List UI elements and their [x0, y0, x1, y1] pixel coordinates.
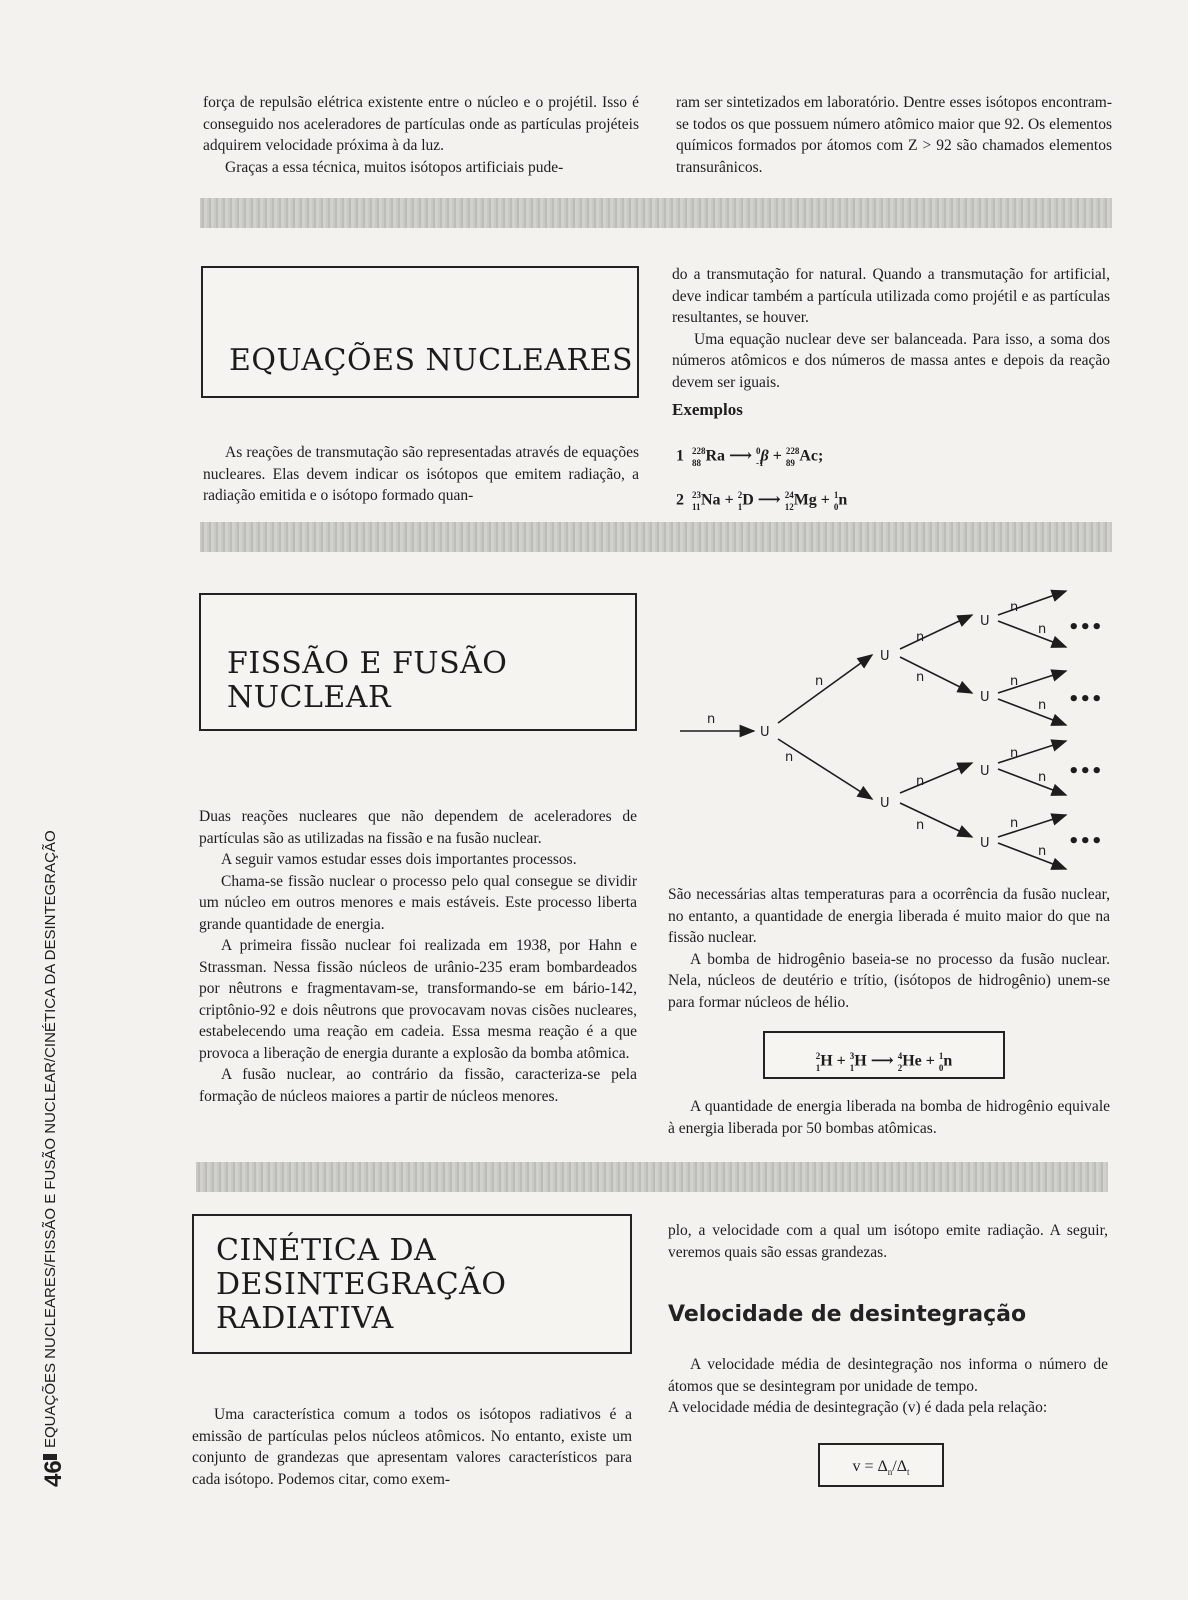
uranium-label: U [760, 725, 770, 740]
symbol: D [742, 491, 754, 509]
atomic-number: 12 [784, 502, 794, 512]
continuation-dots: ••• [1068, 689, 1103, 710]
atomic-number: 1 [849, 1063, 855, 1073]
mass-number: 1 [938, 1051, 944, 1061]
example-1: 1 $^{228}$ 88 Ra ⟶ $^0$ -1 β + $^{228}$ 89 Ac; [676, 436, 823, 471]
neutron-arrow [998, 815, 1066, 837]
page-number: 46 [40, 1460, 67, 1487]
isotope-ac [786, 436, 823, 471]
formula-subscript: n [887, 1467, 893, 1478]
neutron-arrow [900, 763, 972, 793]
paragraph: A bomba de hidrogênio baseia-se no processo da fusão nuclear. Nela, núcleos de deutério e trítio, (isótopos de hidrogênio) unem-se para formar núcleos de hélio. [668, 950, 1110, 1011]
neutron-label: n [1010, 674, 1019, 689]
continuation-dots: ••• [1068, 761, 1103, 782]
section-title-box [192, 1214, 632, 1354]
paragraph: força de repulsão elétrica existente entre o núcleo e o projétil. Isso é conseguido nos aceleradores de partículas onde as partículas projéteis adquirem velocidade próxima à da luz. [203, 94, 639, 154]
mass-number: 24 [784, 490, 794, 500]
velocity-formula [820, 1452, 942, 1487]
uranium-label: U [880, 796, 890, 811]
isotope-tritium [850, 1041, 867, 1076]
paragraph: do a transmutação for natural. Quando a transmutação for artificial, deve indicar também a partícula utilizada como projétil e as partículas resultantes, se houver. [672, 266, 1110, 326]
sidebar-text: EQUAÇÕES NUCLEARES/FISSÃO E FUSÃO NUCLEAR/CINÉTICA DA DESINTEGRAÇÃO [42, 830, 59, 1448]
atomic-number: 2 [897, 1063, 903, 1073]
mass-number: 0 [756, 446, 761, 456]
symbol: n [838, 491, 848, 509]
formula-subscript: t [907, 1467, 910, 1478]
mass-number: 1 [833, 490, 839, 500]
paragraph: Uma característica comum a todos os isótopos radiativos é a emissão de partículas pelos núcleos atômicos. No entanto, existe um conjunto de grandezas que apresentam valores característicos para cada isótopo. Podemos citar, como exem- [192, 1406, 632, 1488]
running-header [42, 760, 59, 1460]
paragraph: A fusão nuclear, ao contrário da fissão, caracteriza-se pela formação de núcleos maiores a partir de núcleos menores. [199, 1066, 637, 1105]
formula-box [818, 1443, 944, 1487]
section-divider [200, 198, 1112, 228]
neutron-label: n [1038, 844, 1047, 859]
neutron-arrow [998, 621, 1066, 647]
neutron [834, 480, 847, 515]
fissao-after [668, 1096, 1110, 1139]
mass-number: 23 [692, 490, 701, 500]
neutron-label: n [1038, 622, 1047, 637]
paragraph: A primeira fissão nuclear foi realizada em 1938, por Hahn e Strassman. Nessa fissão núcleos de urânio-235 eram bombardeados por nêutrons e fragmentavam-se, transformando-se em bário-142, criptônio-92 e dois nêutrons que provocavam novas cisões nucleares, estabelecendo uma reação em cadeia. Essa mesma reação é a que provoca a liberação de energia durante a explosão da bomba atômica. [199, 937, 637, 1062]
neutron-label: n [916, 774, 925, 789]
atomic-number: 88 [692, 458, 701, 468]
intro-left [203, 92, 639, 178]
section-title [227, 647, 507, 715]
isotope-na [692, 480, 721, 515]
paragraph: Uma equação nuclear deve ser balanceada. Para isso, a soma dos números atômicos e dos números de massa antes e depois da reação devem ser iguais. [672, 330, 1110, 391]
paragraph: ram ser sintetizados em laboratório. Dentre esses isótopos encontram-se todos os que possuem número atômico maior que 92. Os elementos químicos formados por átomos com Z > 92 são chamados elementos transurânicos. [676, 94, 1112, 176]
paragraph: A velocidade média de desintegração nos informa o número de átomos que se desintegram por unidade de tempo. [668, 1356, 1108, 1395]
section-title [216, 1234, 506, 1336]
neutron-label: n [707, 712, 716, 727]
chain-reaction-diagram [672, 585, 1112, 870]
mass-number: 2 [737, 490, 743, 500]
title-line: NUCLEAR [227, 680, 392, 715]
neutron-arrow [998, 741, 1066, 763]
formula-symbol: = [864, 1458, 874, 1475]
neutron-label: n [1038, 770, 1047, 785]
neutron-arrow [900, 615, 972, 649]
atomic-number: 1 [815, 1063, 821, 1073]
paragraph: Duas reações nucleares que não dependem de aceleradores de partículas são as utilizadas na fissão e na fusão nuclear. [199, 808, 637, 847]
arrow-icon: ⟶ [757, 491, 781, 509]
neutron-label: n [1010, 600, 1019, 615]
section-title-box [201, 266, 639, 398]
symbol: Mg [793, 491, 817, 509]
fissao-right [668, 884, 1110, 1013]
neutron-label: n [916, 818, 925, 833]
neutron-arrow [998, 671, 1066, 693]
equacoes-left [203, 442, 639, 507]
atomic-number: 11 [692, 502, 701, 512]
neutron-label: n [1010, 816, 1019, 831]
cinetica-right-top [668, 1220, 1108, 1263]
symbol: Ra [705, 447, 726, 465]
atomic-number: 1 [737, 502, 743, 512]
symbol: Na [701, 491, 721, 509]
uranium-label: U [880, 649, 890, 664]
fusion-equation: $^2$ 1 H + $^3$ 1 H ⟶ $^4$ 2 He + $^1$ 0 n [765, 1041, 1003, 1076]
cinetica-left [192, 1404, 632, 1490]
isotope-deuterium [816, 1041, 833, 1076]
symbol: He [902, 1052, 922, 1070]
paragraph: A seguir vamos estudar esses dois importantes processos. [221, 851, 577, 868]
neutron-label: n [916, 630, 925, 645]
atomic-number: 0 [938, 1063, 944, 1073]
symbol: n [943, 1052, 953, 1070]
examples-label: Exemplos [672, 400, 743, 419]
formula-symbol: / [892, 1458, 897, 1475]
section-divider [200, 522, 1112, 552]
symbol: Ac; [799, 447, 824, 465]
atomic-number: 89 [785, 458, 795, 468]
isotope-helium [898, 1041, 922, 1076]
neutron-label: n [1038, 698, 1047, 713]
paragraph: As reações de transmutação são representadas através de equações nucleares. Elas devem indicar os isótopos que emitem radiação, a radiação emitida e o isótopo formado quan- [203, 444, 639, 504]
mass-number: 228 [785, 446, 800, 456]
uranium-label: U [980, 614, 990, 629]
paragraph: plo, a velocidade com a qual um isótopo emite radiação. A seguir, veremos quais são essas grandezas. [668, 1222, 1108, 1261]
isotope-ra [692, 436, 725, 471]
equacoes-right [672, 264, 1110, 421]
title-line: DESINTEGRAÇÃO [216, 1267, 507, 1302]
title-line: FISSÃO E FUSÃO [227, 646, 508, 681]
mass-number: 4 [897, 1051, 903, 1061]
mass-number: 3 [849, 1051, 855, 1061]
neutron-arrow [778, 655, 872, 723]
cinetica-right-body [668, 1354, 1108, 1419]
neutron-arrow [998, 699, 1066, 725]
neutron-label: n [916, 670, 925, 685]
paragraph: A velocidade média de desintegração (v) é dada pela relação: [668, 1399, 1048, 1416]
fissao-left [199, 806, 637, 1107]
neutron-label: n [1010, 746, 1019, 761]
neutron-arrow [998, 769, 1066, 795]
formula-symbol: v [852, 1458, 861, 1475]
neutron-arrow [998, 843, 1066, 869]
isotope-d [738, 480, 754, 515]
arrow-icon: ⟶ [729, 447, 752, 465]
neutron-arrow [778, 739, 872, 799]
symbol: H [820, 1052, 833, 1070]
formula-symbol: Δ [896, 1458, 908, 1475]
continuation-dots: ••• [1068, 831, 1103, 852]
subsection-heading: Velocidade de desintegração [668, 1302, 1027, 1327]
symbol: H [854, 1052, 867, 1070]
symbol: β [760, 447, 769, 465]
paragraph: Graças a essa técnica, muitos isótopos artificiais pude- [225, 158, 564, 176]
uranium-label: U [980, 836, 990, 851]
intro-right [676, 92, 1112, 178]
title-line: RADIATIVA [216, 1301, 394, 1336]
neutron-label: n [815, 674, 824, 689]
title-line: CINÉTICA DA [216, 1233, 437, 1268]
continuation-dots: ••• [1068, 617, 1103, 638]
section-divider [196, 1162, 1108, 1192]
paragraph: Chama-se fissão nuclear o processo pelo qual consegue se dividir um núcleo em outros menores e mais estáveis. Este processo liberta grande quantidade de energia. [199, 872, 637, 933]
section-title: EQUAÇÕES NUCLEARES [229, 343, 634, 378]
paragraph: São necessárias altas temperaturas para a ocorrência da fusão nuclear, no entanto, a quantidade de energia liberada é muito maior do que na fissão nuclear. [668, 886, 1110, 946]
uranium-label: U [980, 764, 990, 779]
sidebar-marker [43, 1454, 57, 1460]
example-number: 1 [676, 447, 684, 465]
arrow-icon: ⟶ [870, 1052, 894, 1070]
isotope-mg [785, 480, 817, 515]
neutron-arrow [998, 591, 1066, 615]
mass-number: 2 [815, 1051, 821, 1061]
neutron-label: n [785, 750, 794, 765]
neutron-arrow [900, 657, 972, 693]
paragraph: A quantidade de energia liberada na bomba de hidrogênio equivale à energia liberada por 50 bombas atômicas. [668, 1098, 1110, 1137]
neutron [939, 1041, 952, 1076]
atomic-number: -1 [756, 458, 764, 468]
example-number: 2 [676, 491, 684, 509]
mass-number: 228 [692, 446, 706, 456]
fusion-equation-box [763, 1031, 1005, 1079]
neutron-arrow [900, 803, 972, 837]
uranium-label: U [980, 690, 990, 705]
example-2: 2 $^{23}$ 11 Na + $^2$ 1 D ⟶ $^{24}$ 12 Mg + $^1$ 0 n [676, 480, 847, 515]
atomic-number: 0 [833, 502, 839, 512]
formula-symbol: Δ [877, 1458, 888, 1475]
particle-beta [756, 436, 769, 471]
section-title-box [199, 593, 637, 731]
